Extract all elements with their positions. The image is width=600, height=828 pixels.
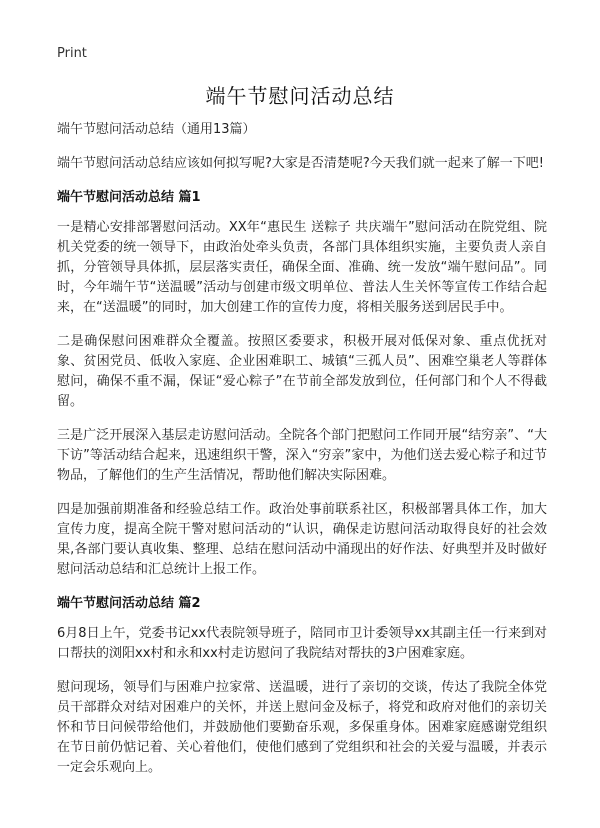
- section-paragraph: 四是加强前期准备和经验总结工作。政治处事前联系社区，积极部署具体工作，加大宣传力度，提高全院干警对慰问活动的“认识，确保走访慰问活动取得良好的社会效果,各部门要认真收集、整理、总结在慰问活动中涌现出的好作法、好典型并及时做好慰问活动总结和汇总统计上报工作。: [57, 502, 547, 577]
- article-subtitle: 端午节慰问活动总结（通用13篇）: [57, 122, 256, 137]
- article-body: [57, 120, 547, 792]
- section-2: [57, 594, 547, 778]
- section-paragraph: 一是精心安排部署慰问活动。XX年“惠民生 送粽子 共庆端午”慰问活动在院党组、院机关党委的统一领导下，由政治处牵头负责，各部门具体组织实施，主要负责人亲自抓，分管领导具体抓，层层落实责任，确保全面、准确、统一发放“端午慰问品”。同时，今年端午节“送温暖”活动与创建市级文明单位、普法人生关怀等宣传工作结合起来，在“送温暖”的同时，加大创建工作的宣传力度，将相关服务送到居民手中。: [57, 220, 547, 315]
- intro-paragraph: 端午节慰问活动总结应该如何拟写呢?大家是否清楚呢?今天我们就一起来了解一下吧!: [57, 156, 545, 171]
- section-paragraph: 二是确保慰问困难群众全覆盖。按照区委要求，积极开展对低保对象、重点优抚对象、贫困党员、低收入家庭、企业困难职工、城镇“三孤人员”、困难空巢老人等群体慰问，确保不重不漏，保证“爱心粽子”在节前全部发放到位，任何部门和个人不得截留。: [57, 334, 547, 409]
- page-title: 端午节慰问活动总结: [205, 84, 395, 108]
- section-heading: 端午节慰问活动总结 篇1: [57, 190, 201, 205]
- print-link[interactable]: Print: [57, 46, 87, 61]
- section-paragraph: 慰问现场，领导们与困难户拉家常、送温暖，进行了亲切的交谈，传达了我院全体党员干部群众对结对困难户的关怀，并送上慰问金及标子，将党和政府对他们的亲切关怀和节日问候带给他们，并鼓励他们要勤奋乐观，多保重身体。困难家庭感谢党组织在节日前仍惦记着、关心着他们，使他们感到了党组织和社会的关爱与温暖，并表示一定会乐观向上。: [57, 680, 547, 775]
- section-paragraph: 6月8日上午，党委书记xx代表院领导班子，陪同市卫计委领导xx其副主任一行来到对口帮扶的浏阳xx村和永和xx村走访慰问了我院结对帮扶的3户困难家庭。: [57, 626, 547, 661]
- section-paragraph: 三是广泛开展深入基层走访慰问活动。全院各个部门把慰问工作同开展“结穷亲”、“大下访”等活动结合起来，迅速组织干警，深入“穷亲”家中，为他们送去爱心粽子和过节物品，了解他们的生产生活情况，帮助他们解决实际困难。: [57, 428, 547, 483]
- section-1: [57, 188, 547, 580]
- section-heading: 端午节慰问活动总结 篇2: [57, 596, 201, 611]
